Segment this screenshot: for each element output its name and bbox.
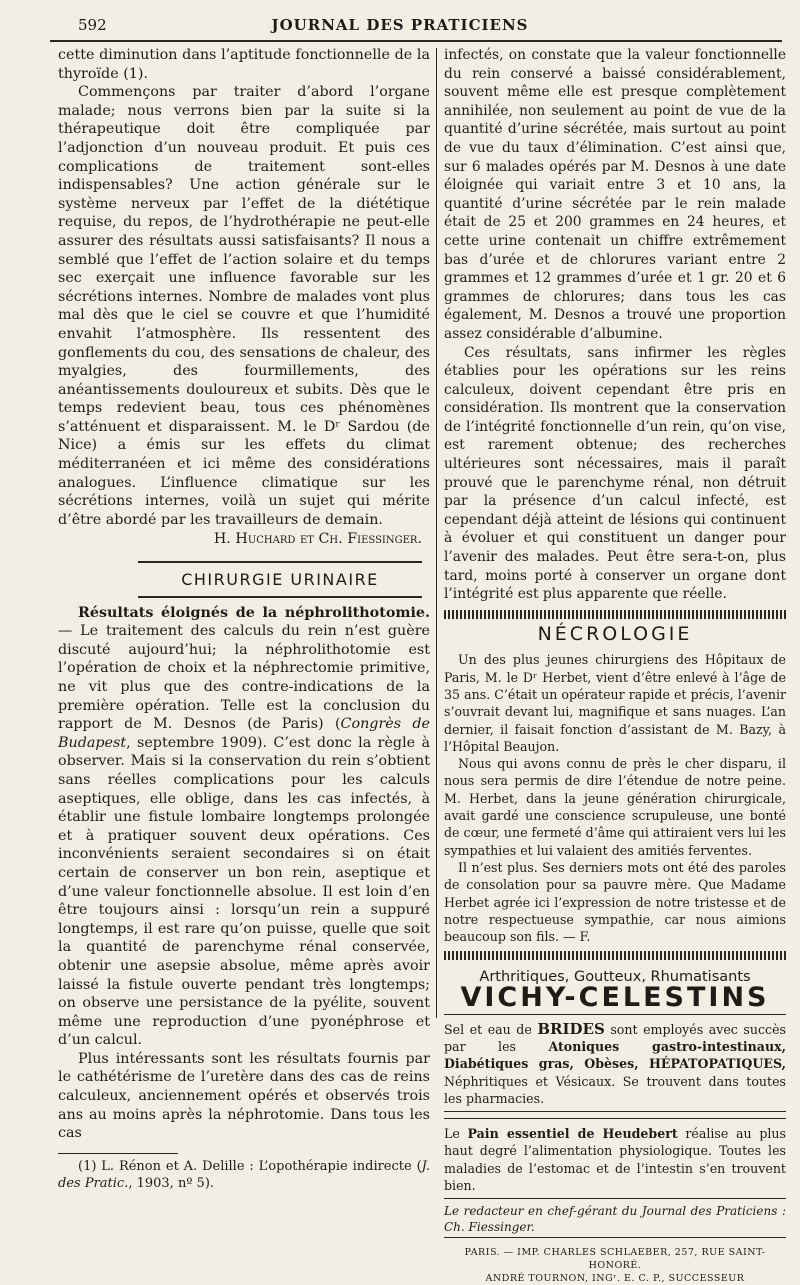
footnote-rule [58,1153,178,1154]
footnote-text: (1) L. Rénon et A. Delille : L’opothérapie indirecte ( [78,1158,422,1174]
article-lead: — Le traitement des calculs du rein n’est guère discuté aujourd’hui; la néphrolithotomie est l’opération de choix et la néphrectomie primitive, ne vit plus que des contre-indications de la première opération. Telle est la conclusion du rapport de M. Desnos (de Paris) ( [58,623,430,733]
ad-text: Le [444,1126,468,1142]
ad-pain [444,1118,786,1199]
ad-text: Sel et eau de [444,1021,538,1037]
editor-line: Le redacteur en chef-gérant du Journal des Praticiens : Ch. Fiessinger. [444,1203,786,1238]
ad-text: sont employés avec succès par les [444,1021,786,1054]
necrology-block [444,651,786,945]
ad-text: réalise au plus haut degré l’alimentation physiologique. Toutes les maladies de l’estomac et de l’intestin s’en trouvent bien. [444,1126,787,1194]
printer-line: PARIS. — IMP. CHARLES SCHLAEBER, 257, RUE SAINT-HONORÉ. [464,1247,766,1272]
ad-conditions: Atoniques gastro-intestinaux, Diabétiques gras, Obèses, HÉPATOPATIQUES, [444,1038,786,1072]
paragraph: infectés, on constate que la valeur fonctionnelle du rein conservé a baissé considérablement, souvent même elle est presque complètement annihilée, non seulement au point de vue de la quantité d’urine sécrétée, mais surtout au point de vue du taux d’élimination. C’est ainsi que, sur 6 malades opérés par M. Desnos à une date éloignée qui variait entre 3 et 10 ans, la quantité d’urine sécrétée par le rein malade était de 25 et 200 grammes en 24 heures, et cette urine contenait un chiffre extrêmement bas d’urée et de chlorures variant entre 2 grammes et 12 grammes d’urée et 1 gr. 20 et 6 grammes de chlorures; dans tous les cas également, M. Desnos a trouvé une proportion assez considérable d’albumine. [444,47,786,342]
paragraph: Ces résultats, sans infirmer les règles établies pour les opérations sur les reins calculeux, doivent cependant être pris en considération. Ils montrent que la conservation de l’intégrité fonctionnelle d’un rein, qu’on vise, est rarement obtenue; des recherches ultérieures sont nécessaires, mais il paraît prouvé que le parenchyme rénal, non détruit par la présence d’un calcul infecté, est cependant déjà atteint de lésions qui continuent à évoluer et qui constituent un danger pour l’avenir des malades. Peut être sera-t-on, plus tard, moins porté à conserver un organe dont l’intégrité est plus apparente que réelle. [444,344,786,603]
ad-brides [444,1014,786,1112]
article-rest: , septembre 1909). C’est donc la règle à observer. Mais si la conservation du rein s’obtient sans réelles complications pour les calculs aseptiques, elle oblige, dans les cas infectés, à établir une fistule lombaire longtemps prolongée et à pratiquer souvent deux opérations. Ces inconvénients seraient secondaires si on était certain de conserver un bon rein, aseptique et d’une valeur fonctionnelle absolue. Il est loin d’en être toujours ainsi : lorsqu’un rein a suppuré longtemps, il est rare qu’on puisse, quelle que soit la quantité de parenchyme rénal conservée, obtenir une asepsie absolue, même après avoir laissé la fistule ouverte pendant très longtemps; on observe une persistance de la pyélite, souvent même une reproduction d’une pyonéphrose et d’un calcul. [58,734,430,1049]
header-rule [50,40,782,42]
printer-imprint [444,1246,786,1285]
printer-line: ANDRÉ TOURNON, INGʳ. E. C. P., SUCCESSEUR [485,1273,745,1285]
section-heading: CHIRURGIE URINAIRE [138,561,422,598]
ad-pain-name: Pain essentiel de Heudebert [467,1126,678,1142]
ad-brides-name: BRIDES [537,1019,605,1038]
article-citation: Congrès de Budapest [58,716,430,751]
paragraph: Nous qui avons connu de près le cher disparu, il nous sera permis de dire l’étendue de notre peine. M. Herbet, dans la jeune génération chirurgicale, avait gardé une conscience scrupuleuse, une bonté de cœur, une fermeté d’âme qui attiraient vers lui les sympathies et lui valaient des amitiés ferventes. [444,756,786,858]
column-divider [436,48,437,1018]
article-title: Résultats éloignés de la néphrolithotomie. [78,604,430,621]
paragraph: Un des plus jeunes chirurgiens des Hôpitaux de Paris, M. le Dʳ Herbet, vient d’être enlevé à l’âge de 35 ans. C’était un opérateur rapide et précis, l’avenir s’ouvrait devant lui, magnifique et sans nuages. L’an dernier, il faisait fonction d’assistant de M. Bazy, à l’Hôpital Beaujon. [444,652,786,754]
paragraph: Il n’est plus. Ses derniers mots ont été des paroles de consolation pour sa pauvre mère. Que Madame Herbet agrée ici l’expression de notre tristesse et de notre respectueuse sympathie, car nous aimions beaucoup son fils. — F. [444,859,786,945]
right-column [444,46,786,1285]
ad-brand: VICHY-CELESTINS [460,982,770,1014]
article-signature: H. Huchard et Ch. Fiessinger. [213,531,422,548]
paragraph: Commençons par traiter d’abord l’organe malade; nous verrons bien par la suite si la thérapeutique doit être compliquée par l’adjonction d’un nouveau produit. Et puis ces complications de traitement sont-elles indispensables? Une action générale sur le système nerveux par l’effet de la diététique requise, du repos, de l’hydrothérapie ne peut-elle assurer des résultats aussi satisfaisants? Il nous a semblé que l’effet de l’action solaire et du temps sec exerçait une influence favorable sur les sécrétions internes. Nombre de malades vont plus mal dès que le ciel se couvre et que l’humidité envahit l’atmosphère. Ils ressentent des gonflements du cou, des sensations de chaleur, des myalgies, des fourmillements, des anéantissements douloureux et subits. Dès que le temps redevient beau, tous ces phénomènes s’atténuent et disparaissent. M. le Dʳ Sardou (de Nice) a émis sur les effets du climat méditerranéen et ici même des considérations analogues. L’influence climatique sur les sécrétions internes, voilà un sujet qui mérite d’être abordé par les travailleurs de demain. [58,84,430,528]
ad-heading: Arthritiques, Goutteux, Rhumatisants [479,969,751,986]
footnote-journal: J. des Pratic. [58,1158,430,1191]
article-paragraph [58,604,430,1050]
footnote [58,1158,430,1192]
running-title: JOURNAL DES PRATICIENS [271,16,529,34]
footnote-ref: , 1903, nº 5). [128,1175,215,1191]
left-column [58,46,430,1192]
ad-text: Néphritiques et Vésicaux. Se trouvent dans toutes les pharmacies. [444,1073,786,1106]
page-number: 592 [78,16,107,34]
necrology-heading: NÉCROLOGIE [537,622,693,645]
paragraph: cette diminution dans l’aptitude fonctionnelle de la thyroïde (1). [58,47,430,82]
paragraph: Plus intéressants sont les résultats fournis par le cathétérisme de l’uretère dans des cas de reins calculeux, anciennement opérés et observés trois ans au moins après la néphrotomie. Dans tous les cas [58,1050,430,1142]
ornamental-rule [444,610,786,619]
ornamental-rule [444,951,786,960]
